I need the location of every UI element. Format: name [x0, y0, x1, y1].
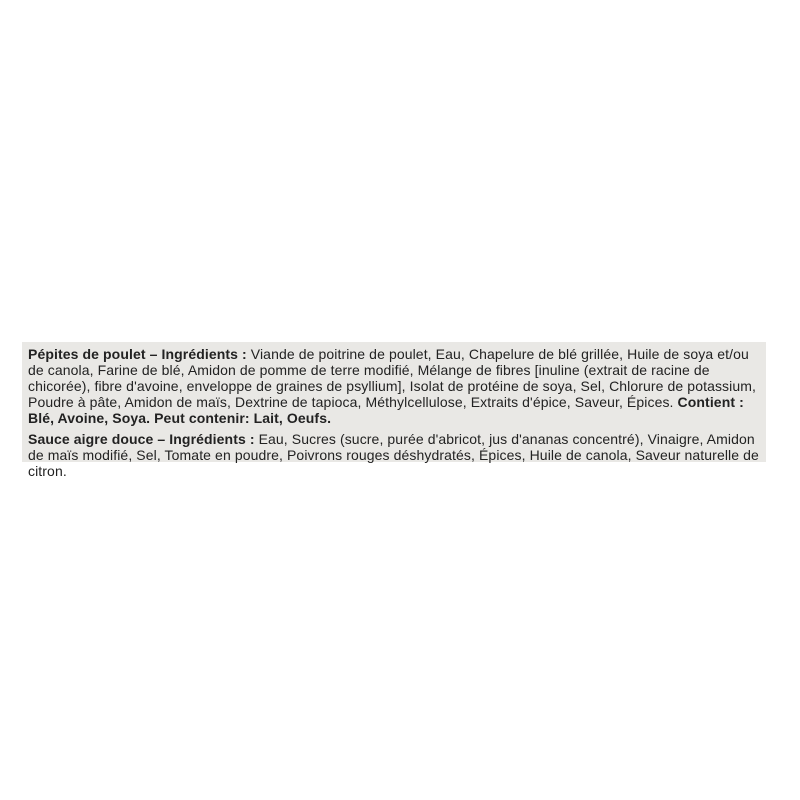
ingredients-panel: [22, 342, 766, 479]
chicken-allergen-statement: Contient : Blé, Avoine, Soya. Peut contenir: Lait, Oeufs.: [28, 394, 744, 426]
sauce-ingredients-paragraph: [28, 431, 762, 479]
chicken-ingredients-paragraph: [28, 346, 762, 426]
chicken-ingredients-text: Viande de poitrine de poulet, Eau, Chapelure de blé grillée, Huile de soya et/ou de canola, Farine de blé, Amidon de pomme de terre modifié, Mélange de fibres [inuline (extrait de racine de chicorée), fibre d'avoine, enveloppe de graines de psyllium], Isolat de protéine de soya, Sel, Chlorure de potassium, Poudre à pâte, Amidon de maïs, Dextrine de tapioca, Méthylcellulose, Extraits d'épice, Saveur, Épices.: [28, 346, 757, 410]
chicken-product-lead: Pépites de poulet – Ingrédients :: [28, 346, 251, 362]
sauce-ingredients-text: Eau, Sucres (sucre, purée d'abricot, jus d'ananas concentré), Vinaigre, Amidon de maïs modifié, Sel, Tomate en poudre, Poivrons rouges déshydratés, Épices, Huile de canola, Saveur naturelle de citron.: [28, 431, 759, 479]
sauce-product-lead: Sauce aigre douce – Ingrédients :: [28, 431, 259, 447]
